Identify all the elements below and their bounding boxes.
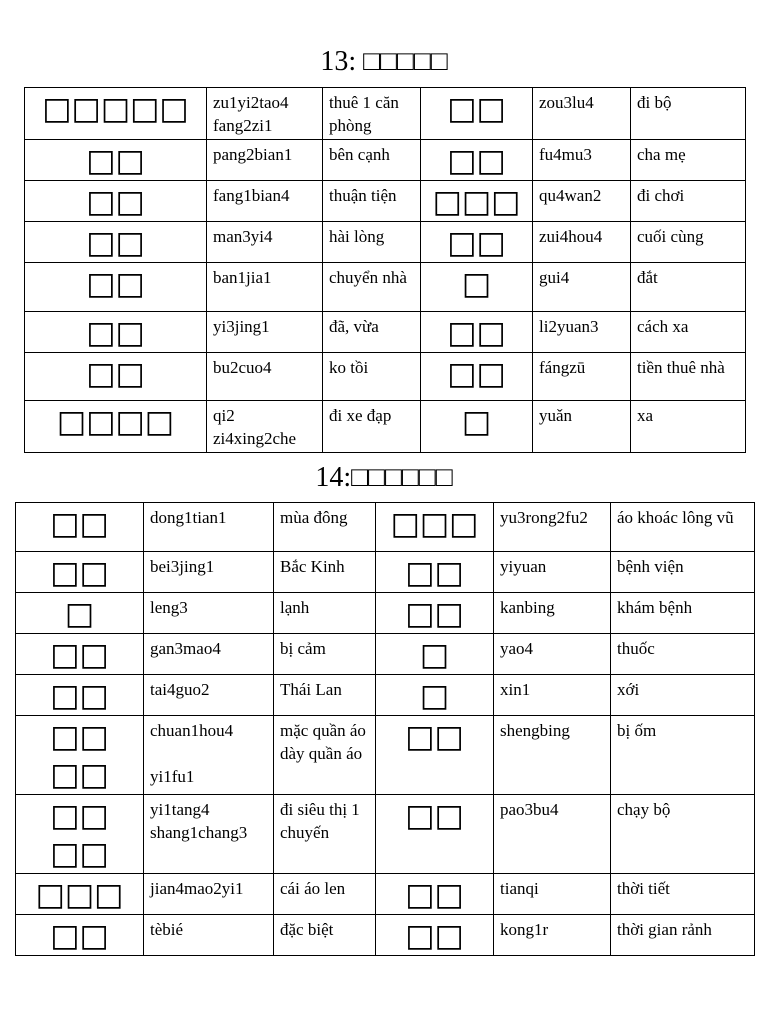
- hanzi-cell: [421, 353, 533, 401]
- hanzi-line: □□: [50, 555, 109, 591]
- hanzi-cell: [421, 140, 533, 181]
- hanzi-cell: [16, 716, 144, 795]
- pinyin-cell-text: qi2 zi4xing2che: [213, 406, 297, 448]
- pinyin-cell: [207, 181, 323, 222]
- hanzi-line: □□: [86, 315, 145, 351]
- meaning-cell-text: đặc biệt: [280, 920, 334, 939]
- pinyin-cell: [144, 634, 274, 675]
- meaning-cell-text: áo khoác lông vũ: [617, 508, 734, 527]
- meaning-cell: [631, 263, 746, 312]
- hanzi-cell: [376, 675, 494, 716]
- hanzi-line: □□: [405, 798, 464, 834]
- vocab-row: [16, 634, 755, 675]
- pinyin-cell-text: fángzū: [539, 358, 586, 377]
- pinyin-cell: [533, 222, 631, 263]
- vocab-row: [16, 593, 755, 634]
- vocab-row: [25, 263, 746, 312]
- hanzi-cell: [16, 634, 144, 675]
- meaning-cell: [611, 552, 755, 593]
- pinyin-cell: [533, 263, 631, 312]
- pinyin-cell-text: zui4hou4: [539, 227, 603, 246]
- meaning-cell: [631, 140, 746, 181]
- pinyin-cell-text: tianqi: [500, 879, 539, 898]
- hanzi-line: □: [419, 637, 450, 673]
- lesson-13-table: [24, 87, 746, 453]
- pinyin-cell-text: leng3: [150, 598, 188, 617]
- meaning-cell: [631, 222, 746, 263]
- pinyin-cell: [494, 675, 611, 716]
- meaning-cell-text: thuận tiện: [329, 186, 397, 205]
- hanzi-cell: [25, 312, 207, 353]
- hanzi-cell: [421, 312, 533, 353]
- hanzi-line: □□: [447, 143, 506, 179]
- lesson-13-title: 13: □□□□□: [320, 46, 448, 77]
- pinyin-cell: [494, 503, 611, 552]
- meaning-cell: [611, 593, 755, 634]
- pinyin-cell: [494, 874, 611, 915]
- hanzi-cell: [376, 915, 494, 956]
- pinyin-cell-text: man3yi4: [213, 227, 273, 246]
- meaning-cell-text: chạy bộ: [617, 800, 671, 819]
- pinyin-cell: [207, 88, 323, 140]
- meaning-cell: [274, 874, 376, 915]
- meaning-cell-text: Bắc Kinh: [280, 557, 345, 576]
- vocab-row: [25, 88, 746, 140]
- meaning-cell: [631, 353, 746, 401]
- meaning-cell-text: đi bộ: [637, 93, 672, 112]
- pinyin-cell-text: yiyuan: [500, 557, 547, 576]
- hanzi-line: □□: [447, 356, 506, 392]
- meaning-cell: [323, 222, 421, 263]
- hanzi-line: □□□□□: [42, 91, 189, 127]
- meaning-cell-text: thời gian rảnh: [617, 920, 712, 939]
- meaning-cell: [323, 88, 421, 140]
- hanzi-cell: [16, 593, 144, 634]
- pinyin-cell-text: ban1jia1: [213, 268, 272, 287]
- vocab-row: [16, 795, 755, 874]
- meaning-cell-text: tiền thuê nhà: [637, 358, 725, 377]
- meaning-cell: [631, 88, 746, 140]
- pinyin-cell: [207, 140, 323, 181]
- hanzi-cell: [421, 88, 533, 140]
- meaning-cell: [611, 874, 755, 915]
- meaning-cell-text: bệnh viện: [617, 557, 684, 576]
- pinyin-cell: [533, 88, 631, 140]
- meaning-cell: [611, 915, 755, 956]
- meaning-cell-text: chuyển nhà: [329, 268, 407, 287]
- hanzi-cell: [376, 795, 494, 874]
- vocab-row: [25, 181, 746, 222]
- pinyin-cell: [207, 353, 323, 401]
- meaning-cell: [631, 312, 746, 353]
- pinyin-cell-text: xin1: [500, 680, 531, 699]
- meaning-cell: [274, 593, 376, 634]
- pinyin-cell-text-2: yi1fu1: [150, 767, 195, 786]
- hanzi-cell: [25, 353, 207, 401]
- meaning-cell-text: xa: [637, 406, 654, 425]
- meaning-cell-text: cha mẹ: [637, 145, 686, 164]
- meaning-cell-text: hài lòng: [329, 227, 385, 246]
- pinyin-cell: [533, 181, 631, 222]
- hanzi-line: □□: [405, 918, 464, 954]
- meaning-cell-text: đắt: [637, 268, 658, 287]
- hanzi-cell: [16, 552, 144, 593]
- hanzi-line: □□: [50, 836, 109, 872]
- pinyin-cell: [207, 222, 323, 263]
- pinyin-cell: [207, 401, 323, 453]
- pinyin-cell-text: bu2cuo4: [213, 358, 272, 377]
- pinyin-cell: [494, 552, 611, 593]
- pinyin-cell-text: yao4: [500, 639, 534, 658]
- hanzi-line: □: [419, 678, 450, 714]
- meaning-cell-text: mặc quần áo dày quần áo: [280, 721, 366, 763]
- meaning-cell: [274, 675, 376, 716]
- meaning-cell: [274, 503, 376, 552]
- hanzi-cell: [376, 874, 494, 915]
- pinyin-cell-text: yuǎn: [539, 406, 573, 425]
- pinyin-cell-text: yi1tang4 shang1chang3: [150, 800, 248, 842]
- hanzi-cell: [376, 716, 494, 795]
- pinyin-cell-text: fu4mu3: [539, 145, 592, 164]
- hanzi-cell: [25, 140, 207, 181]
- hanzi-line: □□: [50, 637, 109, 673]
- pinyin-cell-text: chuan1hou4: [150, 721, 234, 740]
- meaning-cell-text: bị cảm: [280, 639, 326, 658]
- hanzi-line: □□□□: [56, 404, 175, 440]
- meaning-cell-text: bên cạnh: [329, 145, 390, 164]
- hanzi-line: □□: [50, 678, 109, 714]
- meaning-cell: [611, 675, 755, 716]
- pinyin-cell-text: zu1yi2tao4 fang2zi1: [213, 93, 289, 135]
- hanzi-line: □: [461, 404, 492, 440]
- pinyin-cell: [144, 552, 274, 593]
- hanzi-line: □□: [405, 719, 464, 755]
- pinyin-cell-text: yu3rong2fu2: [500, 508, 588, 527]
- meaning-cell-text: thuốc: [617, 639, 655, 658]
- hanzi-cell: [421, 222, 533, 263]
- hanzi-cell: [376, 593, 494, 634]
- meaning-cell: [631, 401, 746, 453]
- hanzi-line: □□: [50, 719, 109, 755]
- pinyin-cell: [494, 593, 611, 634]
- pinyin-cell-text: li2yuan3: [539, 317, 599, 336]
- vocab-row: [16, 552, 755, 593]
- pinyin-cell: [144, 593, 274, 634]
- hanzi-line: □□: [405, 877, 464, 913]
- meaning-cell: [323, 353, 421, 401]
- meaning-cell: [274, 795, 376, 874]
- pinyin-cell: [144, 915, 274, 956]
- meaning-cell: [323, 312, 421, 353]
- hanzi-line: □□□: [390, 506, 479, 542]
- meaning-cell-text: Thái Lan: [280, 680, 342, 699]
- hanzi-cell: [25, 181, 207, 222]
- pinyin-cell: [207, 263, 323, 312]
- pinyin-cell-text: gan3mao4: [150, 639, 221, 658]
- pinyin-cell-text: qu4wan2: [539, 186, 602, 205]
- hanzi-line: □□: [447, 225, 506, 261]
- hanzi-line: □: [64, 596, 95, 632]
- hanzi-line: □□: [405, 555, 464, 591]
- pinyin-cell: [494, 716, 611, 795]
- pinyin-cell-text: pao3bu4: [500, 800, 559, 819]
- meaning-cell-text: cuối cùng: [637, 227, 704, 246]
- meaning-cell: [323, 140, 421, 181]
- meaning-cell-text: xới: [617, 680, 640, 699]
- meaning-cell: [611, 716, 755, 795]
- pinyin-cell-text: shengbing: [500, 721, 570, 740]
- meaning-cell: [323, 401, 421, 453]
- vocab-row: [16, 716, 755, 795]
- lesson-14-title: 14:□□□□□□: [315, 462, 453, 493]
- hanzi-line: □□: [50, 798, 109, 834]
- hanzi-cell: [25, 222, 207, 263]
- meaning-cell: [274, 634, 376, 675]
- pinyin-cell-text: tai4guo2: [150, 680, 210, 699]
- meaning-cell-text: cách xa: [637, 317, 689, 336]
- hanzi-cell: [16, 503, 144, 552]
- pinyin-cell-text: dong1tian1: [150, 508, 227, 527]
- hanzi-cell: [25, 263, 207, 312]
- hanzi-line: □□: [86, 225, 145, 261]
- hanzi-cell: [16, 795, 144, 874]
- meaning-cell-text: bị ốm: [617, 721, 657, 740]
- pinyin-cell: [533, 312, 631, 353]
- meaning-cell-text: đi xe đạp: [329, 406, 392, 425]
- vocab-row: [25, 312, 746, 353]
- hanzi-line: □□: [86, 356, 145, 392]
- pinyin-cell: [494, 795, 611, 874]
- vocab-row: [25, 222, 746, 263]
- hanzi-line: □□: [86, 184, 145, 220]
- meaning-cell-text: đi chơi: [637, 186, 685, 205]
- hanzi-line: □□: [50, 757, 109, 793]
- pinyin-cell: [144, 716, 274, 795]
- pinyin-cell: [533, 353, 631, 401]
- hanzi-line: □□□: [35, 877, 124, 913]
- pinyin-cell: [144, 874, 274, 915]
- pinyin-cell-text: kanbing: [500, 598, 555, 617]
- vocab-row: [25, 140, 746, 181]
- meaning-cell-text: ko tồi: [329, 358, 369, 377]
- meaning-cell: [323, 181, 421, 222]
- hanzi-cell: [16, 874, 144, 915]
- meaning-cell: [274, 552, 376, 593]
- hanzi-line: □□: [447, 91, 506, 127]
- pinyin-cell-text: pang2bian1: [213, 145, 293, 164]
- pinyin-cell: [533, 140, 631, 181]
- pinyin-cell: [494, 634, 611, 675]
- vocab-row: [16, 675, 755, 716]
- meaning-cell-text: đã, vừa: [329, 317, 379, 336]
- meaning-cell: [274, 915, 376, 956]
- hanzi-cell: [16, 915, 144, 956]
- hanzi-cell: [376, 503, 494, 552]
- vocab-row: [16, 915, 755, 956]
- meaning-cell-text: đi siêu thị 1 chuyến: [280, 800, 360, 842]
- pinyin-cell: [144, 675, 274, 716]
- pinyin-cell: [144, 503, 274, 552]
- hanzi-line: □□: [86, 143, 145, 179]
- hanzi-cell: [376, 552, 494, 593]
- meaning-cell: [323, 263, 421, 312]
- pinyin-cell: [144, 795, 274, 874]
- pinyin-cell-text: zou3lu4: [539, 93, 594, 112]
- pinyin-cell-text: bei3jing1: [150, 557, 215, 576]
- pinyin-cell-text: fang1bian4: [213, 186, 290, 205]
- meaning-cell-text: mùa đông: [280, 508, 348, 527]
- vocab-row: [25, 401, 746, 453]
- pinyin-cell-text: tèbié: [150, 920, 184, 939]
- hanzi-line: □□: [50, 506, 109, 542]
- pinyin-cell-text: kong1r: [500, 920, 549, 939]
- hanzi-line: □□□: [432, 184, 521, 220]
- meaning-cell-text: thời tiết: [617, 879, 670, 898]
- hanzi-line: □□: [86, 266, 145, 302]
- hanzi-cell: [16, 675, 144, 716]
- meaning-cell-text: cái áo len: [280, 879, 346, 898]
- hanzi-line: □□: [50, 918, 109, 954]
- meaning-cell: [611, 634, 755, 675]
- hanzi-line: □□: [447, 315, 506, 351]
- vocab-row: [25, 353, 746, 401]
- hanzi-line: □: [461, 266, 492, 302]
- pinyin-cell: [533, 401, 631, 453]
- meaning-cell: [631, 181, 746, 222]
- pinyin-cell-text: jian4mao2yi1: [150, 879, 244, 898]
- pinyin-cell: [207, 312, 323, 353]
- meaning-cell-text: thuê 1 căn phòng: [329, 93, 399, 135]
- hanzi-cell: [25, 401, 207, 453]
- meaning-cell-text: khám bệnh: [617, 598, 693, 617]
- hanzi-cell: [421, 181, 533, 222]
- hanzi-cell: [25, 88, 207, 140]
- hanzi-line: □□: [405, 596, 464, 632]
- meaning-cell: [611, 795, 755, 874]
- meaning-cell-text: lạnh: [280, 598, 310, 617]
- hanzi-cell: [376, 634, 494, 675]
- vocab-row: [16, 874, 755, 915]
- pinyin-cell-text: gui4: [539, 268, 570, 287]
- vocab-row: [16, 503, 755, 552]
- meaning-cell: [611, 503, 755, 552]
- hanzi-cell: [421, 263, 533, 312]
- lesson-14-table: [15, 502, 755, 956]
- meaning-cell: [274, 716, 376, 795]
- hanzi-cell: [421, 401, 533, 453]
- pinyin-cell-text: yi3jing1: [213, 317, 270, 336]
- pinyin-cell: [494, 915, 611, 956]
